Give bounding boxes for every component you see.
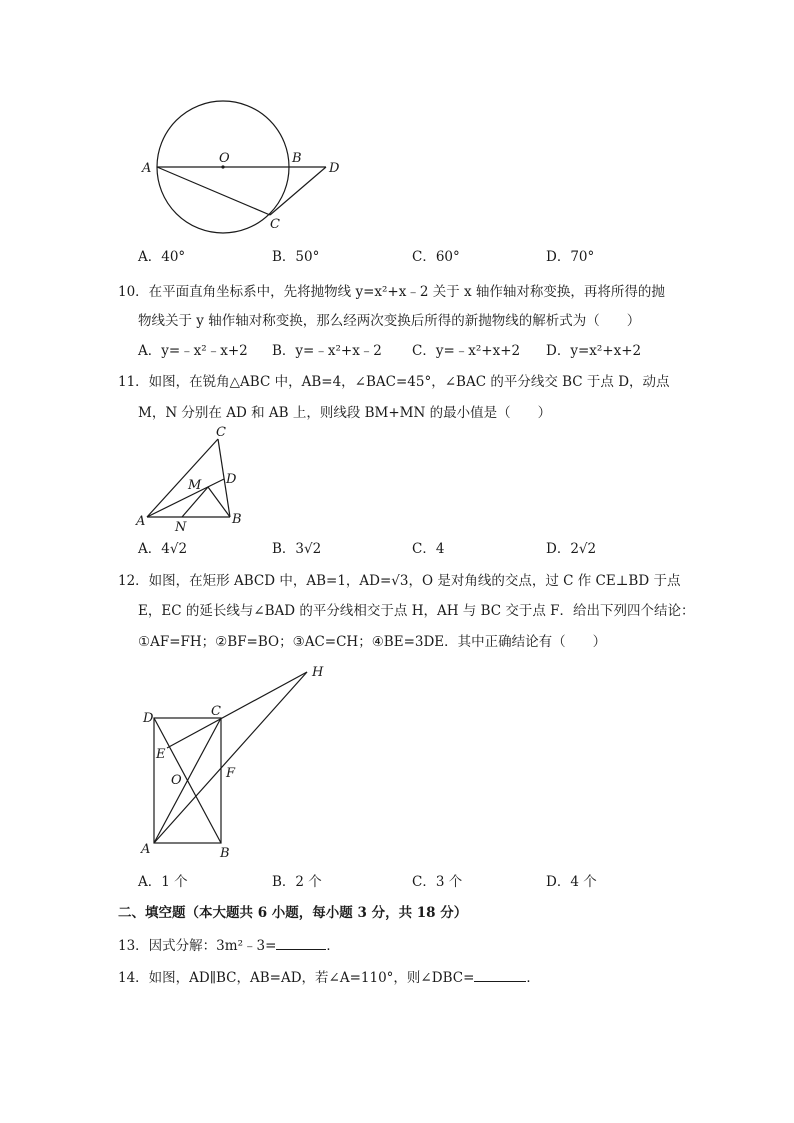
q9-label-d: D <box>329 161 340 176</box>
q12-option-c[interactable]: C．3 个 <box>412 874 463 890</box>
q9-label-b: B <box>292 151 302 166</box>
q9-option-b[interactable]: B．50° <box>272 249 320 265</box>
q11-label-n: N <box>175 520 187 535</box>
q11-option-c[interactable]: C．4 <box>412 541 445 557</box>
q12-label-d: D <box>143 711 154 726</box>
q12-line-ah <box>154 672 307 843</box>
q13-line <box>118 936 340 955</box>
q9-figure <box>130 95 360 240</box>
q12-label-b: B <box>220 846 230 861</box>
q12-label-o: O <box>171 773 182 788</box>
q11-figure <box>130 425 260 535</box>
q14-text: 14．如图，AD∥BC，AB=AD，若∠A=110°，则∠DBC= <box>118 970 475 986</box>
q14-answer-blank[interactable] <box>474 968 526 982</box>
section2-title: 二、填空题（本大题共 6 小题，每小题 3 分，共 18 分） <box>118 905 468 921</box>
q9-options <box>0 248 794 266</box>
q11-label-b: B <box>232 512 242 527</box>
q11-label-a: A <box>136 514 146 529</box>
q9-option-d[interactable]: D．70° <box>546 249 595 265</box>
q11-option-a[interactable]: A．4√2 <box>138 541 188 557</box>
q12-label-h: H <box>312 665 324 680</box>
q9-line-ac <box>157 167 270 215</box>
q12-figure <box>135 660 335 860</box>
q11-line-ad <box>147 479 224 517</box>
q12-stem-line2: E，EC 的延长线与∠BAD 的平分线相交于点 H，AH 与 BC 交于点 F．给出下列四个结论： <box>138 603 695 619</box>
q11-label-d: D <box>226 472 237 487</box>
q13-end: ． <box>326 938 340 954</box>
q12-option-a[interactable]: A．1 个 <box>138 874 188 890</box>
q9-option-a[interactable]: A．40° <box>138 249 186 265</box>
q11-option-d[interactable]: D．2√2 <box>546 541 597 557</box>
q14-end: ． <box>526 970 540 986</box>
q10-stem-line1: 10．在平面直角坐标系中，先将抛物线 y=x²+x﹣2 关于 x 轴作轴对称变换，再将所得的抛 <box>118 284 665 300</box>
q9-label-c: C <box>270 217 280 232</box>
q11-line-bm <box>208 487 230 517</box>
q12-stem-line1: 12．如图，在矩形 ABCD 中，AB=1，AD=√3，O 是对角线的交点，过 C 作 CE⊥BD 于点 <box>118 573 681 589</box>
q9-option-c[interactable]: C．60° <box>412 249 460 265</box>
q9-label-a: A <box>142 161 152 176</box>
q12-option-b[interactable]: B．2 个 <box>272 874 322 890</box>
q11-stem-line2: M，N 分别在 AD 和 AB 上，则线段 BM+MN 的最小值是（ ） <box>138 405 552 421</box>
q12-label-c: C <box>211 704 221 719</box>
q11-stem-line1: 11．如图，在锐角△ABC 中，AB=4，∠BAC=45°，∠BAC 的平分线交 BC 于点 D，动点 <box>118 374 670 390</box>
q12-label-f: F <box>226 766 236 781</box>
q12-label-a: A <box>141 842 151 857</box>
q10-options <box>0 342 794 360</box>
q9-line-cd <box>270 167 326 215</box>
q12-option-d[interactable]: D．4 个 <box>546 874 597 890</box>
q12-stem-line3: ①AF=FH；②BF=BO；③AC=CH；④BE=3DE．其中正确结论有（ ） <box>138 634 607 650</box>
q11-option-b[interactable]: B．3√2 <box>272 541 322 557</box>
q13-answer-blank[interactable] <box>276 936 326 950</box>
q10-option-d[interactable]: D．y=x²+x+2 <box>546 343 642 359</box>
q11-options <box>0 540 794 558</box>
q12-options <box>0 873 794 891</box>
q10-option-c[interactable]: C．y=﹣x²+x+2 <box>412 343 521 359</box>
q10-option-b[interactable]: B．y=﹣x²+x﹣2 <box>272 343 382 359</box>
q13-text: 13．因式分解：3m²﹣3= <box>118 938 277 954</box>
q11-label-c: C <box>216 425 226 440</box>
q12-line-eh <box>167 672 307 748</box>
q12-label-e: E <box>156 747 166 762</box>
q11-line-ac <box>147 439 218 517</box>
q14-line <box>118 968 540 987</box>
q10-stem-line2: 物线关于 y 轴作轴对称变换，那么经两次变换后所得的新抛物线的解析式为（ ） <box>138 313 641 329</box>
q9-label-o: O <box>219 151 230 166</box>
q10-option-a[interactable]: A．y=﹣x²﹣x+2 <box>138 343 248 359</box>
q11-label-m: M <box>188 478 202 493</box>
